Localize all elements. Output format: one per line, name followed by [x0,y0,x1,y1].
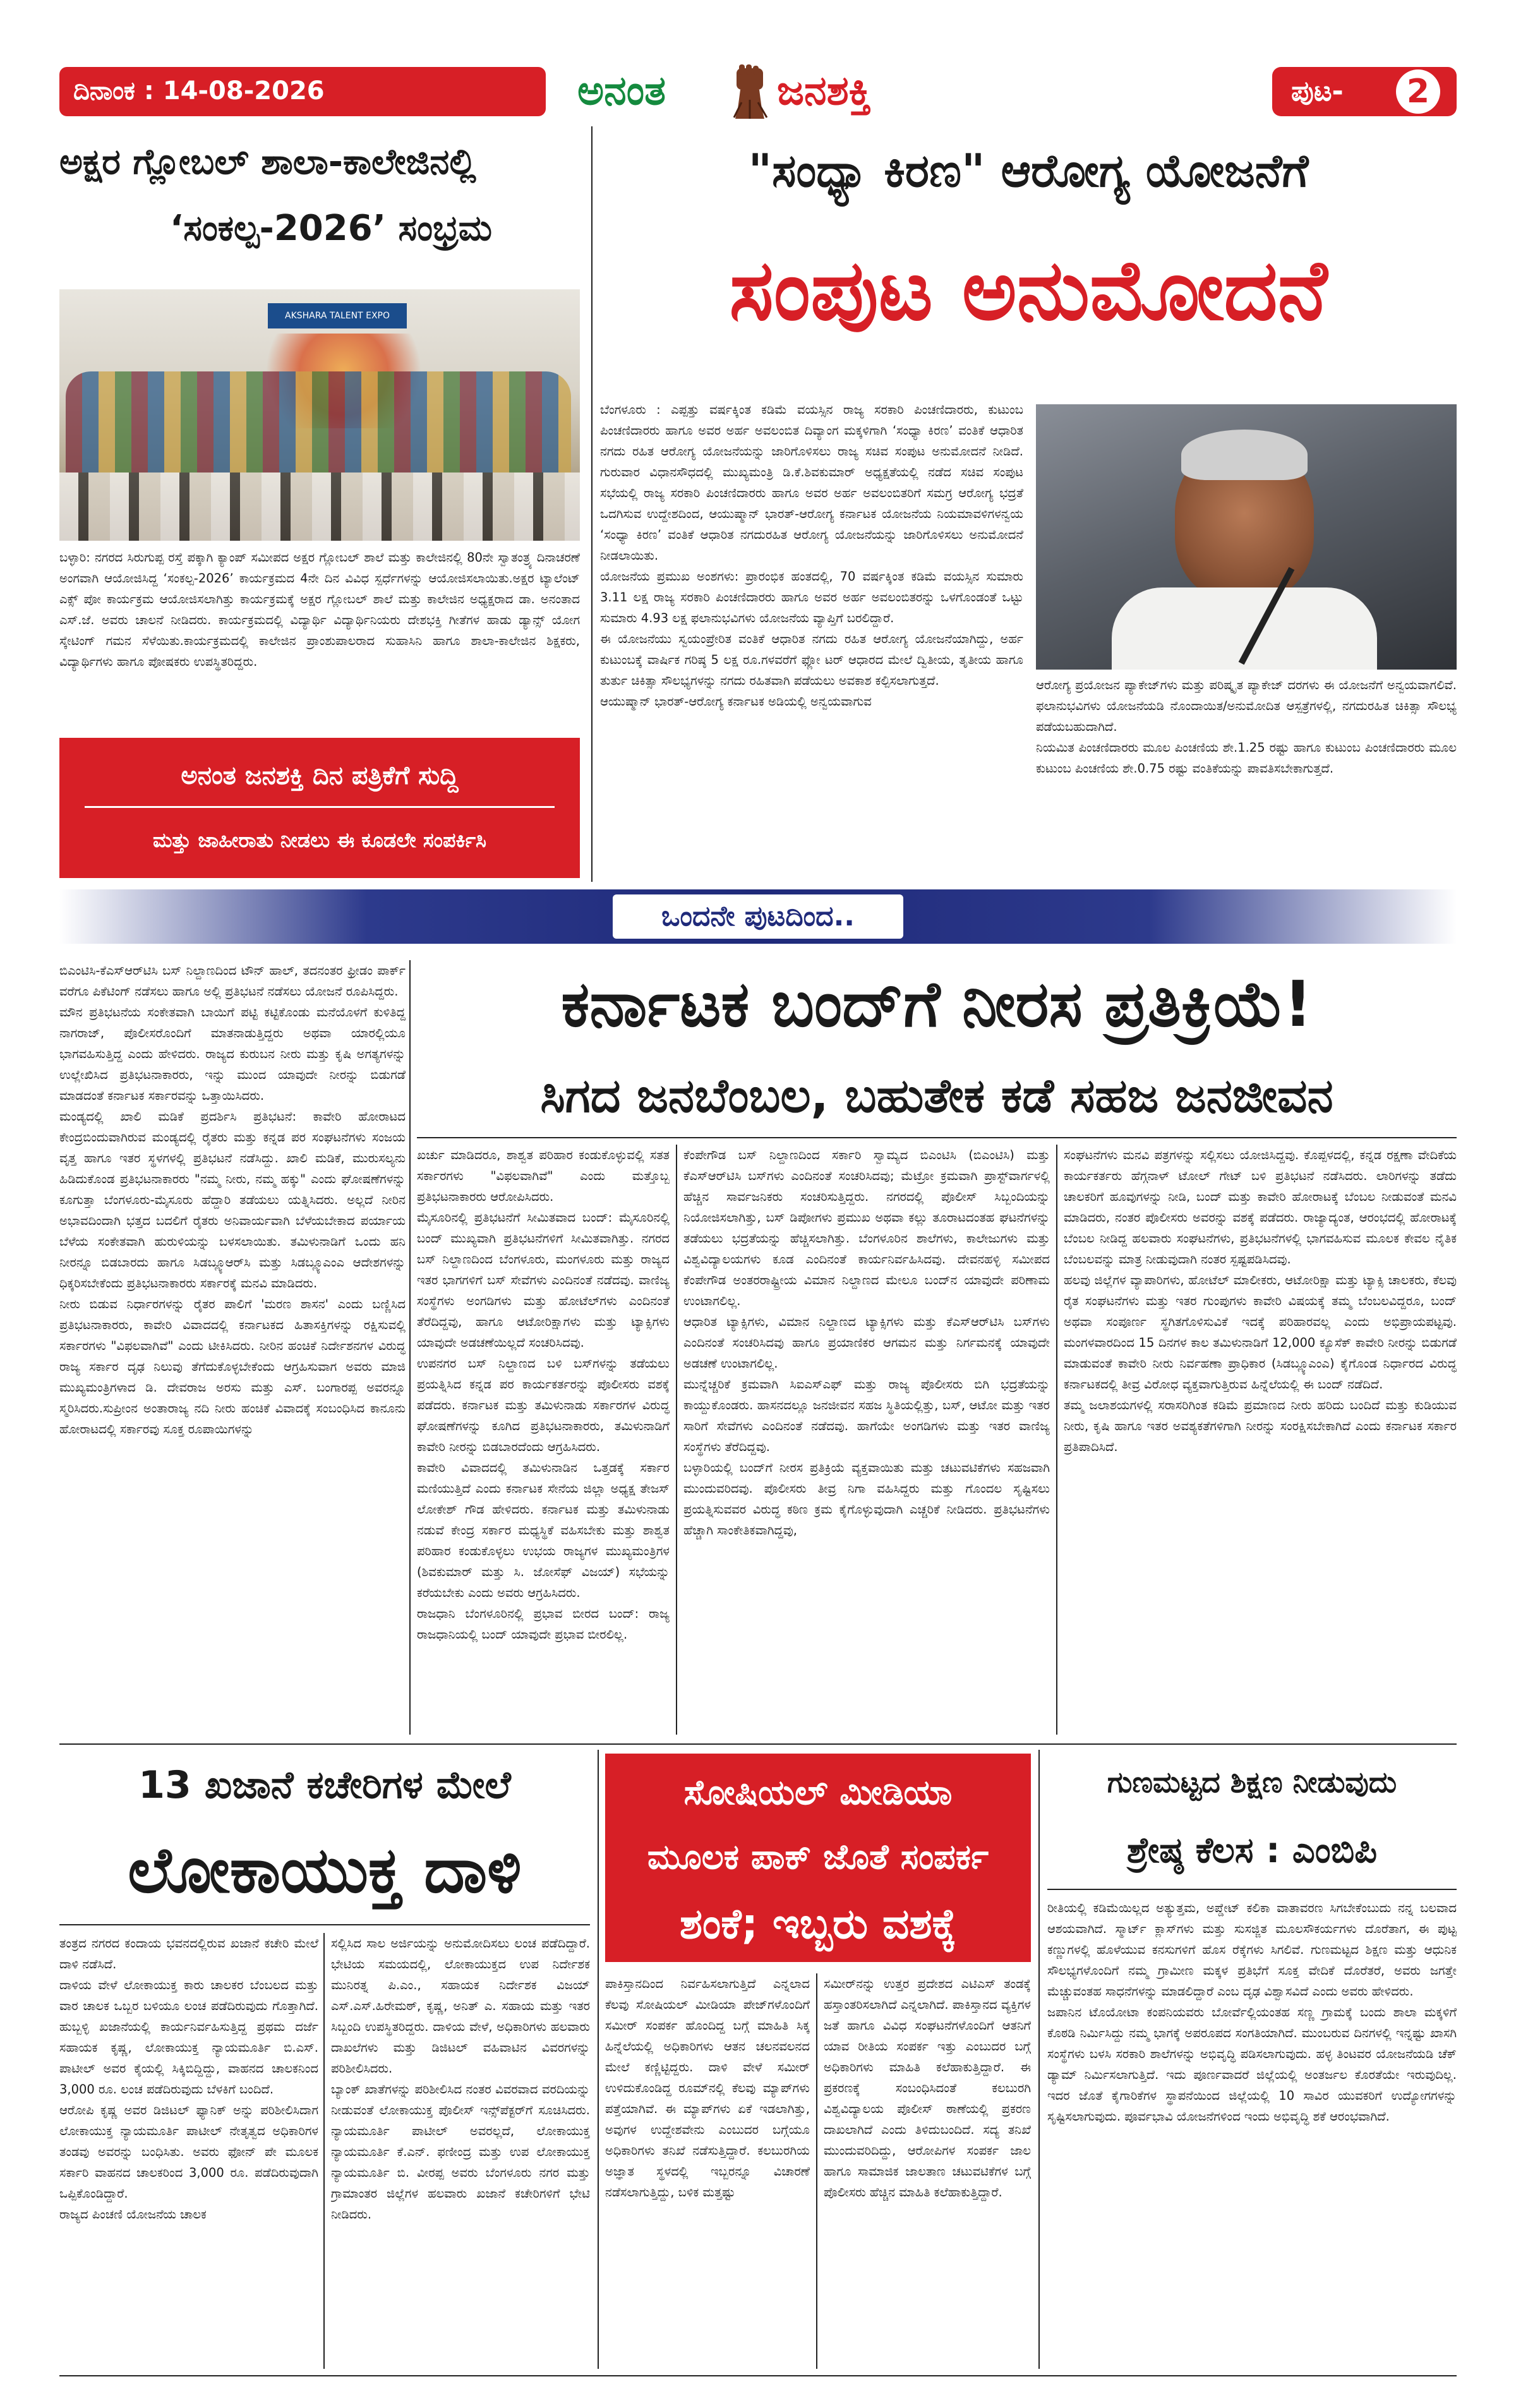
masthead-logo [577,63,982,120]
sandhya-col-1: ಬೆಂಗಳೂರು : ಎಪ್ಪತ್ತು ವರ್ಷಕ್ಕಿಂತ ಕಡಿಮೆ ವಯಸ್ಸಿನ ರಾಜ್ಯ ಸರಕಾರಿ ಪಿಂಚಣಿದಾರರು, ಕುಟುಂಬ ಪಿಂಚಣಿದಾರರು ಹಾಗೂ ಅವರ ಅರ್ಹ ಅವಲಂಬಿತ ದಿವ್ಯಾಂಗ ಮಕ್ಕಳಿಗಾಗಿ ‘ಸಂಧ್ಯಾ ಕಿರಣ’ ವಂತಿಕೆ ಆಧಾರಿತ ನಗದು ರಹಿತ ಆರೋಗ್ಯ ಯೋಜನೆಯನ್ನು ಜಾರಿಗೊಳಿಸಲು ರಾಜ್ಯ ಸಚಿವ ಸಂಪುಟ ಅನುಮೋದನೆ ನೀಡಿದೆ. ಗುರುವಾರ ವಿಧಾನಸೌಧದಲ್ಲಿ ಮುಖ್ಯಮಂತ್ರಿ ಡಿ.ಕೆ.ಶಿವಕುಮಾರ್ ಅಧ್ಯಕ್ಷತೆಯಲ್ಲಿ ನಡೆದ ಸಚಿವ ಸಂಪುಟ ಸಭೆಯಲ್ಲಿ ರಾಜ್ಯ ಸರಕಾರಿ ಪಿಂಚಣಿದಾರರು ಹಾಗೂ ಅವರ ಅರ್ಹ ಅವಲಂಬಿತರಿಗೆ ಸಮಗ್ರ ಆರೋಗ್ಯ ಭದ್ರತೆ ಒದಗಿಸುವ ಉದ್ದೇಶದಿಂದ, ಆಯುಷ್ಮಾನ್ ಭಾರತ್-ಆರೋಗ್ಯ ಕರ್ನಾಟಕ ಯೋಜನೆಯ ನಿಯಮಾವಳಿಗಳನ್ವಯ ‘ಸಂಧ್ಯಾ ಕಿರಣ’ ವಂತಿಕೆ ಆಧಾರಿತ ನಗದುರಹಿತ ಆರೋಗ್ಯ ಯೋಜನೆಯನ್ನು ಜಾರಿಗೊಳಿಸಲು ಅನುಮೋದನೆ ನೀಡಲಾಯಿತು. ಯೋಜನೆಯ ಪ್ರಮುಖ ಅಂಶಗಳು: ಪ್ರಾರಂಭಿಕ ಹಂತದಲ್ಲಿ, 70 ವರ್ಷಕ್ಕಿಂತ ಕಡಿಮೆ ವಯಸ್ಸಿನ ಸುಮಾರು 3.11 ಲಕ್ಷ ರಾಜ್ಯ ಸರಕಾರಿ ಪಿಂಚಣಿದಾರರು ಹಾಗೂ ಅವರ ಅರ್ಹ ಅವಲಂಬಿತರನ್ನು ಒಳಗೊಂಡಂತೆ ಒಟ್ಟು ಸುಮಾರು 4.93 ಲಕ್ಷ ಫಲಾನುಭವಿಗಳು ಯೋಜನೆಯ ವ್ಯಾಪ್ತಿಗೆ ಬರಲಿದ್ದಾರೆ. ಈ ಯೋಜನೆಯು ಸ್ವಯಂಪ್ರೇರಿತ ವಂತಿಕೆ ಆಧಾರಿತ ನಗದು ರಹಿತ ಆರೋಗ್ಯ ಯೋಜನೆಯಾಗಿದ್ದು, ಅರ್ಹ ಕುಟುಂಬಕ್ಕೆ ವಾರ್ಷಿಕ ಗರಿಷ್ಠ 5 ಲಕ್ಷ ರೂ.ಗಳವರೆಗೆ ಫ್ಲೋ ಟರ್ ಆಧಾರದ ಮೇಲೆ ದ್ವಿತೀಯ, ತೃತೀಯ ಹಾಗೂ ತುರ್ತು ಚಿಕಿತ್ಸಾ ಸೌಲಭ್ಯಗಳನ್ನು ನಗದು ರಹಿತವಾಗಿ ಪಡೆಯಲು ಅವಕಾಶ ಕಲ್ಪಿಸಲಾಗುತ್ತದೆ. ಆಯುಷ್ಮಾನ್ ಭಾರತ್-ಆರೋಗ್ಯ ಕರ್ನಾಟಕ ಅಡಿಯಲ್ಲಿ ಅನ್ವಯವಾಗುವ [600,402,1023,709]
mbp-headline-2: ಶ್ರೇಷ್ಠ ಕೆಲಸ : ಎಂಬಿಪಿ [1126,1830,1378,1871]
bandh-headline-rule [417,1137,1457,1138]
lokayukta-divider [323,1933,325,2369]
page-number-circle [1396,69,1440,114]
social-headline-box [605,1754,1031,1962]
bandh-divider-3 [1056,1145,1057,1735]
photo-people-row [66,371,571,473]
lokayukta-headline-rule [59,1924,590,1925]
top-column-divider [591,126,593,882]
banner-label-box [613,894,903,939]
bandh-subhead: ಸಿಗದ ಜನಬೆಂಬಲ, ಬಹುತೇಕ ಕಡೆ ಸಹಜ ಜನಜೀವನ [540,1069,1333,1123]
sandhya-headline-2: ಸಂಪುಟ ಅನುಮೋದನೆ [729,242,1328,339]
photo-banner: AKSHARA TALENT EXPO [268,303,407,328]
page-bottom-rule [59,2375,1457,2376]
lokayukta-col-1: ತಂತ್ರದ ನಗರದ ಕಂದಾಯ ಭವನದಲ್ಲಿರುವ ಖಜಾನೆ ಕಚೇರಿ ಮೇಲೆ ದಾಳಿ ನಡೆಸಿದೆ. ದಾಳಿಯ ವೇಳೆ ಲೋಕಾಯುಕ್ತ ಕಾರು ಚಾಲಕರ ಬೆಂಬಲದ ಮತ್ತು ವಾರ ಚಾಲಕ ಒಬ್ಬರ ಬಳಿಯೂ ಲಂಚ ಪಡೆದಿರುವುದು ಗೊತ್ತಾಗಿದೆ. ಹುಬ್ಬಳ್ಳಿ ಖಜಾನೆಯಲ್ಲಿ ಕಾರ್ಯನಿರ್ವಹಿಸುತ್ತಿದ್ದ ಪ್ರಥಮ ದರ್ಜೆ ಸಹಾಯಕ ಕೃಷ್ಣ, ಲೋಕಾಯುಕ್ತ ನ್ಯಾಯಮೂರ್ತಿ ಬಿ.ಎಸ್. ಪಾಟೀಲ್ ಅವರ ಕೈಯಲ್ಲಿ ಸಿಕ್ಕಿಬಿದ್ದಿದ್ದು, ವಾಹನದ ಚಾಲಕನಿಂದ 3,000 ರೂ. ಲಂಚ ಪಡೆದಿರುವುದು ಬೆಳಕಿಗೆ ಬಂದಿದೆ. ಆರೋಪಿ ಕೃಷ್ಣ ಅವರ ಡಿಜಿಟಲ್ ಫ್ಯಾನಿಕ್ ಅನ್ನು ಪರಿಶೀಲಿಸಿದಾಗ ಲೋಕಾಯುಕ್ತ ನ್ಯಾಯಮೂರ್ತಿ ಪಾಟೀಲ್ ನೇತೃತ್ವದ ಅಧಿಕಾರಿಗಳ ತಂಡವು ಅವರನ್ನು ಬಂಧಿಸಿತು. ಅವರು ಫೋನ್ ಪೇ ಮೂಲಕ ಸರ್ಕಾರಿ ವಾಹನದ ಚಾಲಕರಿಂದ 3,000 ರೂ. ಪಡೆದಿರುವುದಾಗಿ ಒಪ್ಪಿಕೊಂಡಿದ್ದಾರೆ. ರಾಜ್ಯದ ಪಿಂಚಣಿ ಯೋಜನೆಯ ಚಾಲಕ [59,1936,318,2222]
sandhya-headline-1: "ಸಂಧ್ಯಾ ಕಿರಣ" ಆರೋಗ್ಯ ಯೋಜನೆಗೆ [748,144,1309,197]
mbp-headline-rule [1047,1889,1457,1890]
social-headline-3: ಶಂಕೆ; ಇಬ್ಬರು ವಶಕ್ಕೆ [679,1899,957,1948]
akshara-headline-2: ‘ಸಂಕಲ್ಪ-2026’ ಸಂಭ್ರಮ [169,208,492,249]
akshara-body: ಬಳ್ಳಾರಿ: ನಗರದ ಸಿರುಗುಪ್ಪ ರಸ್ತೆ ಪಕ್ಕಾಗಿ ಕ್ಯಾಂಪ್ ಸಮೀಪದ ಅಕ್ಷರ ಗ್ಲೋಬಲ್ ಶಾಲೆ ಮತ್ತು ಕಾಲೇಜಿನಲ್ಲಿ 80ನೇ ಸ್ವಾತಂತ್ರ್ಯ ದಿನಾಚರಣೆ ಅಂಗವಾಗಿ ಆಯೋಜಿಸಿದ್ದ ‘ಸಂಕಲ್ಪ-2026’ ಕಾರ್ಯಕ್ರಮದ 4ನೇ ದಿನ ವಿವಿಧ ಸ್ಪರ್ಧೆಗಳನ್ನು ಆಯೋಜಿಸಲಾಯಿತು.ಅಕ್ಷರ ಟ್ಯಾಲೆಂಟ್ ಎಕ್ಸ್ ಪೋ ಕಾರ್ಯಕ್ರಮ ಆಯೋಜಿಸಲಾಗಿತ್ತು ಕಾರ್ಯಕ್ರಮಕ್ಕೆ ಅಕ್ಷರ ಗ್ಲೋಬಲ್ ಶಾಲೆ ಮತ್ತು ಕಾಲೇಜಿನ ಅಧ್ಯಕ್ಷರಾದ ಡಾ. ಅನಂತಾದ ಎಸ್.ಜೆ. ಅವರು ಚಾಲನೆ ನೀಡಿದರು. ಕಾರ್ಯಕ್ರಮದಲ್ಲಿ ವಿದ್ಯಾರ್ಥಿ ವಿದ್ಯಾರ್ಥಿನಿಯರು ದೇಶಭಕ್ತಿ ಗೀತೆಗಳ ಹಾಡು ಡ್ಯಾನ್ಸ್ ಯೋಗ ಸ್ಕೇಟಿಂಗ್ ಗಮನ ಸೆಳೆಯಿತು.ಕಾರ್ಯಕ್ರಮದಲ್ಲಿ ಕಾಲೇಜಿನ ಪ್ರಾಂಶುಪಾಲರಾದ ಸುಹಾಸಿನಿ ಹಾಗೂ ಶಾಲಾ-ಕಾಲೇಜಿನ ಶಿಕ್ಷಕರು, ವಿದ್ಯಾರ್ಥಿಗಳು ಹಾಗೂ ಪೋಷಕರು ಉಪಸ್ಥಿತರಿದ್ದರು. [59,550,580,669]
ad-line-2: ಮತ್ತು ಜಾಹೀರಾತು ನೀಡಲು ಈ ಕೂಡಲೇ ಸಂಪರ್ಕಿಸಿ [152,828,487,852]
bandh-col-4: ಸಂಘಟನೆಗಳು ಮನವಿ ಪತ್ರಗಳನ್ನು ಸಲ್ಲಿಸಲು ಯೋಜಿಸಿದ್ದವು. ಕೊಪ್ಪಳದಲ್ಲಿ, ಕನ್ನಡ ರಕ್ಷಣಾ ವೇದಿಕೆಯ ಕಾರ್ಯಕರ್ತರು ಹೆಗ್ಗನಾಳ್ ಟೋಲ್ ಗೇಟ್ ಬಳಿ ಪ್ರತಿಭಟನೆ ನಡೆಸಿದರು. ಲಾರಿಗಳನ್ನು ತಡೆದು ಚಾಲಕರಿಗೆ ಹೂವುಗಳನ್ನು ನೀಡಿ, ಬಂದ್ ಮತ್ತು ಕಾವೇರಿ ಹೋರಾಟಕ್ಕೆ ಬೆಂಬಲ ನೀಡುವಂತೆ ಮನವಿ ಮಾಡಿದರು, ನಂತರ ಪೊಲೀಸರು ಅವರನ್ನು ವಶಕ್ಕೆ ಪಡೆದರು. ರಾಜ್ಯಾದ್ಯಂತ, ಆರಂಭದಲ್ಲಿ ಹೋರಾಟಕ್ಕೆ ಬೆಂಬಲ ನೀಡಿದ್ದ ಹಲವಾರು ಸಂಘಟನೆಗಳು, ಪ್ರತಿಭಟನೆಗಳಲ್ಲಿ ಭಾಗವಹಿಸುವ ಮೂಲಕ ಕೇವಲ ನೈತಿಕ ಬೆಂಬಲವನ್ನು ಮಾತ್ರ ನೀಡುವುದಾಗಿ ನಂತರ ಸ್ಪಷ್ಟಪಡಿಸಿದವು. ಹಲವು ಜಿಲ್ಲೆಗಳ ವ್ಯಾಪಾರಿಗಳು, ಹೋಟೆಲ್ ಮಾಲೀಕರು, ಆಟೋರಿಕ್ಷಾ ಮತ್ತು ಟ್ಯಾಕ್ಸಿ ಚಾಲಕರು, ಕೆಲವು ರೈತ ಸಂಘಟನೆಗಳು ಮತ್ತು ಇತರ ಗುಂಪುಗಳು ಕಾವೇರಿ ವಿಷಯಕ್ಕೆ ತಮ್ಮ ಬೆಂಬಲವಿದ್ದರೂ, ಬಂದ್ ಅಥವಾ ಸಂಪೂರ್ಣ ಸ್ಥಗಿತಗೊಳಿಸುವಿಕೆ ಇದಕ್ಕೆ ಪರಿಹಾರವಲ್ಲ ಎಂದು ಅಭಿಪ್ರಾಯಪಟ್ಟವು. ಮಂಗಳವಾರದಿಂದ 15 ದಿನಗಳ ಕಾಲ ತಮಿಳುನಾಡಿಗೆ 12,000 ಕ್ಯೂಸೆಕ್ ಕಾವೇರಿ ನೀರನ್ನು ಬಿಡುಗಡೆ ಮಾಡುವಂತೆ ಕಾವೇರಿ ನೀರು ನಿರ್ವಹಣಾ ಪ್ರಾಧಿಕಾರ (ಸಿಡಬ್ಲ್ಯೂಎಂಎ) ಕೈಗೊಂಡ ನಿರ್ಧಾರದ ವಿರುದ್ಧ ಕರ್ನಾಟಕದಲ್ಲಿ ತೀವ್ರ ವಿರೋಧ ವ್ಯಕ್ತವಾಗುತ್ತಿರುವ ಹಿನ್ನೆಲೆಯಲ್ಲಿ ಈ ಬಂದ್ ನಡೆದಿದೆ. ತಮ್ಮ ಜಲಾಶಯಗಳಲ್ಲಿ ಸರಾಸರಿಗಿಂತ ಕಡಿಮೆ ಪ್ರಮಾಣದ ನೀರು ಹರಿದು ಬಂದಿದೆ ಮತ್ತು ಕುಡಿಯುವ ನೀರು, ಕೃಷಿ ಹಾಗೂ ಇತರ ಅವಶ್ಯಕತೆಗಳಿಗಾಗಿ ನೀರನ್ನು ಸಂರಕ್ಷಿಸಬೇಕಾಗಿದೆ ಎಂದು ಕರ್ನಾಟಕ ಸರ್ಕಾರ ಪ್ರತಿಪಾದಿಸಿದೆ. [1064,1148,1457,1454]
lokayukta-headline-2: ಲೋಕಾಯುಕ್ತ ದಾಳಿ [128,1833,522,1907]
social-headline-1: ಸೋಷಿಯಲ್ ಮೀಡಿಯಾ [683,1773,953,1812]
photo-hair [1181,430,1308,480]
social-headline-2: ಮೂಲಕ ಪಾಕ್ ಜೊತೆ ಸಂಪರ್ಕ [647,1837,989,1877]
contact-ad-box [59,738,580,878]
photo-students-foreground [59,473,580,541]
bandh-divider-2 [676,1145,677,1735]
bandh-col-1: ಬಿಎಂಟಿಸಿ-ಕೆಎಸ್ಆರ್‌ಟಿಸಿ ಬಸ್ ನಿಲ್ದಾಣದಿಂದ ಟೌನ್ ಹಾಲ್, ತದನಂತರ ಫ್ರೀಡಂ ಪಾರ್ಕ್ ವರೆಗೂ ಪಿಕೆಟಿಂಗ್ ನಡೆಸಲು ಹಾಗೂ ಅಲ್ಲಿ ಪ್ರತಿಭಟನೆ ನಡೆಸಲು ಯೋಜನೆ ರೂಪಿಸಿದ್ದರು. ಮೌನ ಪ್ರತಿಭಟನೆಯ ಸಂಕೇತವಾಗಿ ಬಾಯಿಗೆ ಪಟ್ಟಿ ಕಟ್ಟಿಕೊಂಡು ಮನೆಯೊಳಗೆ ಕುಳಿತಿದ್ದ ನಾಗರಾಜ್, ಪೊಲೀಸರೊಂದಿಗೆ ಮಾತನಾಡುತ್ತಿದ್ದರು ಅಥವಾ ಯಾರಲ್ಲಿಯೂ ಭಾಗವಹಿಸುತ್ತಿದ್ದ ಎಂದು ಹೇಳಿದರು. ರಾಜ್ಯದ ಕುರುಬನ ನೀರು ಮತ್ತು ಕೃಷಿ ಅಗತ್ಯಗಳನ್ನು ಉಲ್ಲೇಖಿಸಿದ ಪ್ರತಿಭಟನಾಕಾರರು, ಇನ್ನು ಮುಂದ ಯಾವುದೇ ನೀರನ್ನು ಬಿಡುಗಡೆ ಮಾಡದಂತೆ ಕರ್ನಾಟಕ ಸರ್ಕಾರವನ್ನು ಒತ್ತಾಯಿಸಿದರು. ಮಂಡ್ಯದಲ್ಲಿ ಖಾಲಿ ಮಡಿಕೆ ಪ್ರದರ್ಶಿಸಿ ಪ್ರತಿಭಟನೆ: ಕಾವೇರಿ ಹೋರಾಟದ ಕೇಂದ್ರಬಿಂದುವಾಗಿರುವ ಮಂಡ್ಯದಲ್ಲಿ ರೈತರು ಮತ್ತು ಕನ್ನಡ ಪರ ಸಂಘಟನೆಗಳು ಸಂಜಯ ವೃತ್ತ ಹಾಗೂ ಇತರ ಸ್ಥಳಗಳಲ್ಲಿ ಪ್ರತಿಭಟನೆ ನಡೆಸಿದ್ದು. ಖಾಲಿ ಮಡಿಕೆ, ಮುರುಸಲ್ಯನು ಹಿಡಿದುಕೊಂಡ ಪ್ರತಿಭಟನಾಕಾರರು "ನಮ್ಮ ನೀರು, ನಮ್ಮ ಹಕ್ಕು" ಎಂದು ಘೋಷಣೆಗಳನ್ನು ಕೂಗುತ್ತಾ ಬೆಂಗಳೂರು-ಮೈಸೂರು ಹೆದ್ದಾರಿ ತಡೆಯಲು ಯತ್ನಿಸಿದರು. ಅಲ್ಲದೆ ನೀರಿನ ಅಭಾವದಿಂದಾಗಿ ಭತ್ತದ ಬದಲಿಗೆ ರೈತರು ಅನಿವಾರ್ಯವಾಗಿ ಬೆಳೆಯಬೇಕಾದ ಪರ್ಯಾಯ ಬೆಳೆಯ ಸಂಕೇತವಾಗಿ ಹುರುಳಿಯನ್ನು ಬಳಸಲಾಯಿತು. ತಮಿಳುನಾಡಿಗೆ ಒಂದು ಹನಿ ನೀರನ್ನೂ ಬಿಡಬಾರದು ಹಾಗೂ ಸಿಡಬ್ಲ್ಯೂಆರ್‌ಸಿ ಮತ್ತು ಸಿಡಬ್ಲ್ಯೂಎಂಎ ಆದೇಶಗಳನ್ನು ಧಿಕ್ಕರಿಸಬೇಕೆಂದು ಪ್ರತಿಭಟನಾಕಾರರು ಸರ್ಕಾರಕ್ಕೆ ಮನವಿ ಮಾಡಿದರು. ನೀರು ಬಿಡುವ ನಿರ್ಧಾರಗಳನ್ನು ರೈತರ ಪಾಲಿಗೆ 'ಮರಣ ಶಾಸನ' ಎಂದು ಬಣ್ಣಿಸಿದ ಪ್ರತಿಭಟನಾಕಾರರು, ಕಾವೇರಿ ವಿವಾದದಲ್ಲಿ ಕರ್ನಾಟಕದ ಹಿತಾಸಕ್ತಿಗಳನ್ನು ರಕ್ಷಿಸುವಲ್ಲಿ ಸರ್ಕಾರಗಳು "ವಿಫಲವಾಗಿವೆ" ಎಂದು ಟೀಕಿಸಿದರು. ನೀರಿನ ಹಂಚಿಕೆ ನಿರ್ದೇಶನಗಳ ವಿರುದ್ಧ ರಾಜ್ಯ ಸರ್ಕಾರ ದೃಢ ನಿಲುವು ತೆಗೆದುಕೊಳ್ಳಬೇಕೆಂದು ಆಗ್ರಹಿಸುವಾಗ ಅವರು ಮಾಜಿ ಮುಖ್ಯಮಂತ್ರಿಗಳಾದ ಡಿ. ದೇವರಾಜ ಅರಸು ಮತ್ತು ಎಸ್. ಬಂಗಾರಪ್ಪ ಅವರನ್ನೂ ಸ್ಮರಿಸಿದರು.ಸುಪ್ರೀಂನ ಅಂತಾರಾಜ್ಯ ನದಿ ನೀರು ಹಂಚಿಕೆ ವಿವಾದಕ್ಕೆ ಸಂಬಂಧಿಸಿದ ಕಾನೂನು ಹೋರಾಟದಲ್ಲಿ ಸರ್ಕಾರವು ಸೂಕ್ತ ರೂಪಾಯಿಗಳನ್ನು [59,963,406,1436]
logo-text-anantha: ಅನಂತ [577,68,666,114]
lokayukta-col-2: ಸಲ್ಲಿಸಿದ ಸಾಲ ಅರ್ಜಿಯನ್ನು ಅನುಮೋದಿಸಲು ಲಂಚ ಪಡೆದಿದ್ದಾರೆ. ಭೇಟಿಯ ಸಮಯದಲ್ಲಿ, ಲೋಕಾಯುಕ್ತದ ಉಪ ನಿರ್ದೇಶಕ ಮುನಿರತ್ನ ಪಿ.ಎಂ., ಸಹಾಯಕ ನಿರ್ದೇಶಕ ವಿಜಯ್ ಎಸ್.ಎಸ್.ಹಿರೇಮಠ್, ಕೃಷ್ಣ, ಅನಿತ್ ಎ. ಸಹಾಯ ಮತ್ತು ಇತರ ಸಿಬ್ಬಂದಿ ಉಪಸ್ಥಿತರಿದ್ದರು. ದಾಳಿಯ ವೇಳೆ, ಅಧಿಕಾರಿಗಳು ಹಲವಾರು ದಾಖಲೆಗಳು ಮತ್ತು ಡಿಜಿಟಲ್ ವಹಿವಾಟಿನ ವಿವರಗಳನ್ನು ಪರಿಶೀಲಿಸಿದರು. ಬ್ಯಾಂಕ್ ಖಾತೆಗಳನ್ನು ಪರಿಶೀಲಿಸಿದ ನಂತರ ವಿವರವಾದ ವರದಿಯನ್ನು ನೀಡುವಂತೆ ಲೋಕಾಯುಕ್ತ ಪೊಲೀಸ್ ಇನ್ಸ್‌ಪೆಕ್ಟರ್‌ಗೆ ಸೂಚಿಸಿದರು. ನ್ಯಾಯಮೂರ್ತಿ ಪಾಟೀಲ್ ಅವರಲ್ಲದೆ, ಲೋಕಾಯುಕ್ತ ನ್ಯಾಯಮೂರ್ತಿ ಕೆ.ಎನ್. ಫಣೀಂದ್ರ ಮತ್ತು ಉಪ ಲೋಕಾಯುಕ್ತ ನ್ಯಾಯಮೂರ್ತಿ ಬಿ. ವೀರಪ್ಪ ಅವರು ಬೆಂಗಳೂರು ನಗರ ಮತ್ತು ಗ್ರಾಮಾಂತರ ಜಿಲ್ಲೆಗಳ ಹಲವಾರು ಖಜಾನೆ ಕಚೇರಿಗಳಿಗೆ ಭೇಟಿ ನೀಡಿದರು. [331,1936,590,2222]
akshara-event-photo [59,289,580,541]
page-label: ಪುಟ- [1291,75,1344,107]
bandh-divider-1 [409,960,411,1735]
lower-section-rule [59,1743,1457,1745]
bandh-col-3: ಕೆಂಪೇಗೌಡ ಬಸ್ ನಿಲ್ದಾಣದಿಂದ ಸರ್ಕಾರಿ ಸ್ವಾಮ್ಯದ ಬಿಎಂಟಿಸಿ (ಬಿಎಂಟಿಸಿ) ಮತ್ತು ಕೆಎಸ್‌ಆರ್‌ಟಿಸಿ ಬಸ್‌ಗಳು ಎಂದಿನಂತೆ ಸಂಚರಿಸಿದವು; ಮೆಟ್ರೋ ಕ್ರಮವಾಗಿ ಪ್ರಾಸ್ಟ್‌ವಾರ್ಗಳಲ್ಲಿ ಹೆಚ್ಚಿನ ಸಾರ್ವಜನಿಕರು ಸಂಚರಿಸುತ್ತಿದ್ದರು. ನಗರದಲ್ಲಿ ಪೊಲೀಸ್ ಸಿಬ್ಬಂದಿಯನ್ನು ನಿಯೋಜಿಸಲಾಗಿತ್ತು, ಬಸ್ ಡಿಪೋಗಳು ಪ್ರಮುಖ ಅಥವಾ ಕಲ್ಲು ತೂರಾಟದಂತಹ ಘಟನೆಗಳನ್ನು ತಡೆಯಲು ಭದ್ರತೆಯನ್ನು ಹೆಚ್ಚಿಸಲಾಗಿತ್ತು. ಬೆಂಗಳೂರಿನ ಶಾಲೆಗಳು, ಕಾಲೇಜುಗಳು ಮತ್ತು ವಿಶ್ವವಿದ್ಯಾಲಯಗಳು ಕೂಡ ಎಂದಿನಂತೆ ಕಾರ್ಯನಿರ್ವಹಿಸಿದವು. ದೇವನಹಳ್ಳಿ ಸಮೀಪದ ಕೆಂಪೇಗೌಡ ಅಂತರರಾಷ್ಟ್ರೀಯ ವಿಮಾನ ನಿಲ್ದಾಣದ ಮೇಲೂ ಬಂದ್‌ನ ಯಾವುದೇ ಪರಿಣಾಮ ಉಂಟಾಗಲಿಲ್ಲ. ಆಧಾರಿತ ಟ್ಯಾಕ್ಸಿಗಳು, ವಿಮಾನ ನಿಲ್ದಾಣದ ಟ್ಯಾಕ್ಸಿಗಳು ಮತ್ತು ಕೆಎಸ್‌ಆರ್‌ಟಿಸಿ ಬಸ್‌ಗಳು ಎಂದಿನಂತೆ ಸಂಚರಿಸಿದವು ಹಾಗೂ ಪ್ರಯಾಣಿಕರ ಆಗಮನ ಮತ್ತು ನಿರ್ಗಮನಕ್ಕೆ ಯಾವುದೇ ಅಡಚಣೆ ಉಂಟಾಗಲಿಲ್ಲ. ಮುನ್ನೆಚ್ಚರಿಕೆ ಕ್ರಮವಾಗಿ ಸಿಐಎಸ್‌ಎಫ್ ಮತ್ತು ರಾಜ್ಯ ಪೊಲೀಸರು ಬಿಗಿ ಭದ್ರತೆಯನ್ನು ಕಾಯ್ದುಕೊಂಡರು. ಹಾಸನದಲ್ಲೂ ಜನಜೀವನ ಸಹಜ ಸ್ಥಿತಿಯಲ್ಲಿತ್ತು, ಬಸ್, ಆಟೋ ಮತ್ತು ಇತರ ಸಾರಿಗೆ ಸೇವೆಗಳು ಎಂದಿನಂತೆ ನಡೆದವು. ಹಾಗೆಯೇ ಅಂಗಡಿಗಳು ಮತ್ತು ಇತರ ವಾಣಿಜ್ಯ ಸಂಸ್ಥೆಗಳು ತೆರೆದಿದ್ದವು. ಬಳ್ಳಾರಿಯಲ್ಲಿ ಬಂದ್‌ಗೆ ನೀರಸ ಪ್ರತಿಕ್ರಿಯೆ ವ್ಯಕ್ತವಾಯಿತು ಮತ್ತು ಚಟುವಟಿಕೆಗಳು ಸಹಜವಾಗಿ ಮುಂದುವರಿದವು. ಪೊಲೀಸರು ತೀವ್ರ ನಿಗಾ ವಹಿಸಿದ್ದರು ಮತ್ತು ಗೊಂದಲ ಸೃಷ್ಟಿಸಲು ಪ್ರಯತ್ನಿಸುವವರ ವಿರುದ್ಧ ಕಠಿಣ ಕ್ರಮ ಕೈಗೊಳ್ಳುವುದಾಗಿ ಎಚ್ಚರಿಕೆ ನೀಡಿದರು. ಪ್ರತಿಭಟನೆಗಳು ಹೆಚ್ಚಾಗಿ ಸಾಂಕೇತಿಕವಾಗಿದ್ದವು, [683,1148,1050,1538]
banner-label: ಒಂದನೇ ಪುಟದಿಂದ.. [661,900,855,932]
mbp-headline-1: ಗುಣಮಟ್ಟದ ಶಿಕ್ಷಣ ನೀಡುವುದು [1107,1765,1397,1799]
page-number-badge [1272,67,1457,116]
ad-divider [85,806,555,808]
bandh-col-2: ಖರ್ಚು ಮಾಡಿದರೂ, ಶಾಶ್ವತ ಪರಿಹಾರ ಕಂಡುಕೊಳ್ಳುವಲ್ಲಿ ಸತತ ಸರ್ಕಾರಗಳು "ವಿಫಲವಾಗಿವೆ" ಎಂದು ಮತ್ತೊಬ್ಬ ಪ್ರತಿಭಟನಾಕಾರರು ಆರೋಪಿಸಿದರು. ಮೈಸೂರಿನಲ್ಲಿ ಪ್ರತಿಭಟನೆಗೆ ಸೀಮಿತವಾದ ಬಂದ್: ಮೈಸೂರಿನಲ್ಲಿ ಬಂದ್ ಮುಖ್ಯವಾಗಿ ಪ್ರತಿಭಟನೆಗಳಿಗೆ ಸೀಮಿತವಾಗಿತ್ತು. ನಗರದ ಬಸ್ ನಿಲ್ದಾಣದಿಂದ ಬೆಂಗಳೂರು, ಮಂಗಳೂರು ಮತ್ತು ರಾಜ್ಯದ ಇತರ ಭಾಗಗಳಿಗೆ ಬಸ್ ಸೇವೆಗಳು ಎಂದಿನಂತೆ ನಡೆದವು. ವಾಣಿಜ್ಯ ಸಂಸ್ಥೆಗಳು ಅಂಗಡಿಗಳು ಮತ್ತು ಹೋಟೆಲ್‌ಗಳು ಎಂದಿನಂತೆ ತೆರೆದಿದ್ದವು, ಹಾಗೂ ಆಟೋರಿಕ್ಷಾಗಳು ಮತ್ತು ಟ್ಯಾಕ್ಸಿಗಳು ಯಾವುದೇ ಅಡಚಣೆಯಿಲ್ಲದೆ ಸಂಚರಿಸಿದವು. ಉಪನಗರ ಬಸ್ ನಿಲ್ದಾಣದ ಬಳಿ ಬಸ್‌ಗಳನ್ನು ತಡೆಯಲು ಪ್ರಯತ್ನಿಸಿದ ಕನ್ನಡ ಪರ ಕಾರ್ಯಕರ್ತರನ್ನು ಪೊಲೀಸರು ವಶಕ್ಕೆ ಪಡೆದರು. ಕರ್ನಾಟಕ ಮತ್ತು ತಮಿಳುನಾಡು ಸರ್ಕಾರಗಳ ವಿರುದ್ಧ ಘೋಷಣೆಗಳನ್ನು ಕೂಗಿದ ಪ್ರತಿಭಟನಾಕಾರರು, ತಮಿಳುನಾಡಿಗೆ ಕಾವೇರಿ ನೀರನ್ನು ಬಿಡಬಾರದೆಂದು ಆಗ್ರಹಿಸಿದರು. ಕಾವೇರಿ ವಿವಾದದಲ್ಲಿ ತಮಿಳುನಾಡಿನ ಒತ್ತಡಕ್ಕೆ ಸರ್ಕಾರ ಮಣಿಯುತ್ತಿದೆ ಎಂದು ಕರ್ನಾಟಕ ಸೇನೆಯ ಜಿಲ್ಲಾ ಅಧ್ಯಕ್ಷ ತೇಜಸ್ ಲೋಕೇಶ್ ಗೌಡ ಹೇಳಿದರು. ಕರ್ನಾಟಕ ಮತ್ತು ತಮಿಳುನಾಡು ನಡುವೆ ಕೇಂದ್ರ ಸರ್ಕಾರ ಮಧ್ಯಸ್ಥಿಕೆ ವಹಿಸಬೇಕು ಮತ್ತು ಶಾಶ್ವತ ಪರಿಹಾರ ಕಂಡುಕೊಳ್ಳಲು ಉಭಯ ರಾಜ್ಯಗಳ ಮುಖ್ಯಮಂತ್ರಿಗಳ (ಶಿವಕುಮಾರ್ ಮತ್ತು ಸಿ. ಜೋಸೆಫ್ ವಿಜಯ್) ಸಭೆಯನ್ನು ಕರೆಯಬೇಕು ಎಂದು ಅವರು ಆಗ್ರಹಿಸಿದರು. ರಾಜಧಾನಿ ಬೆಂಗಳೂರಿನಲ್ಲಿ ಪ್ರಭಾವ ಬೀರದ ಬಂದ್: ರಾಜ್ಯ ರಾಜಧಾನಿಯಲ್ಲಿ ಬಂದ್ ಯಾವುದೇ ಪ್ರಭಾವ ಬೀರಲಿಲ್ಲ. [417,1148,670,1642]
date-label: ದಿನಾಂಕ : 14-08-2026 [73,76,325,105]
social-divider [816,1973,817,2369]
mbp-body: ರೀತಿಯಲ್ಲಿ ಕಡಿಮೆಯಿಲ್ಲದ ಅತ್ಯುತ್ತಮ, ಅಪ್ಡೇಟ್ ಕಲಿಕಾ ವಾತಾವರಣ ಸಿಗಬೇಕೆಂಬುದು ನನ್ನ ಬಲವಾದ ಆಶಯವಾಗಿದೆ. ಸ್ಮಾರ್ಟ್ ಕ್ಲಾಸ್‌ಗಳು ಮತ್ತು ಸುಸಜ್ಜಿತ ಮೂಲಸೌಕರ್ಯಗಳು ದೊರೆತಾಗ, ಈ ಪುಟ್ಟ ಕಣ್ಣುಗಳಲ್ಲಿ ಹೊಳೆಯುವ ಕನಸುಗಳಿಗೆ ಹೊಸ ರೆಕ್ಕೆಗಳು ಸಿಗಲಿವೆ. ಗುಣಮಟ್ಟದ ಶಿಕ್ಷಣ ಮತ್ತು ಆಧುನಿಕ ಸೌಲಭ್ಯಗಳೊಂದಿಗೆ ನಮ್ಮ ಗ್ರಾಮೀಣ ಮಕ್ಕಳ ಪ್ರತಿಭೆಗೆ ಸೂಕ್ತ ವೇದಿಕೆ ದೊರೆತರೆ, ಅವರು ಜಗತ್ತೇ ಮೆಚ್ಚುವಂತಹ ಸಾಧನೆಗಳನ್ನು ಮಾಡಲಿದ್ದಾರೆ ಎಂಬ ದೃಢ ವಿಶ್ವಾಸವಿದೆ ಎಂದು ಅವರು ಹೇಳಿದರು. ಜಪಾನಿನ ಟೊಯೋಟಾ ಕಂಪನಿಯವರು ಬೋರ್ವೆಲ್ಲಿಯಂತಹ ಸಣ್ಣ ಗ್ರಾಮಕ್ಕೆ ಬಂದು ಶಾಲಾ ಮಕ್ಕಳಿಗೆ ಕೊಠಡಿ ನಿರ್ಮಿಸಿದ್ದು ನಮ್ಮ ಭಾಗಕ್ಕೆ ಅಪರೂಪದ ಸಂಗತಿಯಾಗಿದೆ. ಮುಂಬರುವ ದಿನಗಳಲ್ಲಿ ಇನ್ನಷ್ಟು ಖಾಸಗಿ ಸಂಸ್ಥೆಗಳು ಬಳಸಿ ಸರಕಾರಿ ಶಾಲೆಗಳನ್ನು ಅಭಿವೃದ್ಧಿ ಪಡಿಸಲಾಗುವುದು. ಹಳ್ಳ ತಿಂಟವರ ಯೋಜನೆಯಡಿ ಚೆಕ್ ಡ್ಯಾಮ್ ನಿರ್ಮಿಸಲಾಗುತ್ತಿದೆ. ಇದು ಪೂರ್ಣವಾದರೆ ಜಿಲ್ಲೆಯಲ್ಲಿ ಅಂತರ್ಜಲ ಕೊರತೆಯೇ ಇರುವುದಿಲ್ಲ. ಇದರ ಜೊತೆ ಕೈಗಾರಿಕೆಗಳ ಸ್ಥಾಪನೆಯಿಂದ ಜಿಲ್ಲೆಯಲ್ಲಿ 10 ಸಾವಿರ ಯುವಕರಿಗೆ ಉದ್ಯೋಗಗಳನ್ನು ಸೃಷ್ಟಿಸಲಾಗುವುದು. ಪೂರ್ವಭಾವಿ ಯೋಜನೆಗಳಿಂದ ಇಂದು ಅಭಿವೃದ್ಧಿ ಶಕೆ ಆರಂಭವಾಗಿದೆ. [1047,1901,1457,2124]
from-page-one-banner [59,889,1457,944]
sandhya-col-2: ಆರೋಗ್ಯ ಪ್ರಯೋಜನ ಪ್ಯಾಕೇಜ್‌ಗಳು ಮತ್ತು ಪರಿಷ್ಕೃತ ಪ್ಯಾಕೇಜ್ ದರಗಳು ಈ ಯೋಜನೆಗೆ ಅನ್ವಯವಾಗಲಿವೆ. ಫಲಾನುಭವಿಗಳು ಯೋಜನೆಯಡಿ ನೊಂದಾಯಿತ/ಅನುಮೋದಿತ ಆಸ್ಪತ್ರೆಗಳಲ್ಲಿ, ನಗದುರಹಿತ ಚಿಕಿತ್ಸಾ ಸೌಲಭ್ಯ ಪಡೆಯಬಹುದಾಗಿದೆ. ನಿಯಮಿತ ಪಿಂಚಣಿದಾರರು ಮೂಲ ಪಿಂಚಣಿಯ ಶೇ.1.25 ರಷ್ಟು ಹಾಗೂ ಕುಟುಂಬ ಪಿಂಚಣಿದಾರರು ಮೂಲ ಕುಟುಂಬ ಪಿಂಚಣಿಯ ಶೇ.0.75 ರಷ್ಟು ವಂತಿಕೆಯನ್ನು ಪಾವತಿಸಬೇಕಾಗುತ್ತದೆ. [1036,678,1457,776]
page-number: 2 [1406,73,1430,111]
lower-divider-2 [1038,1750,1040,2369]
bandh-headline: ಕರ್ನಾಟಕ ಬಂದ್‌ಗೆ ನೀರಸ ಪ್ರತಿಕ್ರಿಯೆ! [561,967,1313,1041]
dk-shivakumar-photo [1036,404,1457,670]
raised-fist-icon [728,64,772,119]
logo-text-janashakti: ಜನಶಕ್ತಿ [777,68,872,114]
masthead [59,63,1457,120]
social-col-2: ಸಮೀರ್‌ನನ್ನು ಉತ್ತರ ಪ್ರದೇಶದ ಎಟಿಎಸ್ ತಂಡಕ್ಕೆ ಹಸ್ತಾಂತರಿಸಲಾಗಿದೆ ಎನ್ನಲಾಗಿದೆ. ಪಾಕಿಸ್ತಾನದ ವ್ಯಕ್ತಿಗಳ ಜತೆ ಹಾಗೂ ವಿವಿಧ ಸಂಘಟನೆಗಳೊಂದಿಗೆ ಆತನಿಗೆ ಯಾವ ರೀತಿಯ ಸಂಪರ್ಕ ಇತ್ತು ಎಂಬುದರ ಬಗ್ಗೆ ಅಧಿಕಾರಿಗಳು ಮಾಹಿತಿ ಕಲೆಹಾಕುತ್ತಿದ್ದಾರೆ. ಈ ಪ್ರಕರಣಕ್ಕೆ ಸಂಬಂಧಿಸಿದಂತೆ ಕಲಬುರಗಿ ವಿಶ್ವವಿದ್ಯಾಲಯ ಪೊಲೀಸ್ ಠಾಣೆಯಲ್ಲಿ ಪ್ರಕರಣ ದಾಖಲಾಗಿದೆ ಎಂದು ತಿಳಿದುಬಂದಿದೆ. ಸದ್ಯ ತನಿಖೆ ಮುಂದುವರಿದಿದ್ದು, ಆರೋಪಿಗಳ ಸಂಪರ್ಕ ಜಾಲ ಹಾಗೂ ಸಾಮಾಜಿಕ ಜಾಲತಾಣ ಚಟುವಟಿಕೆಗಳ ಬಗ್ಗೆ ಪೊಲೀಸರು ಹೆಚ್ಚಿನ ಮಾಹಿತಿ ಕಲೆಹಾಕುತ್ತಿದ್ದಾರೆ. [824,1977,1031,2200]
akshara-headline-1: ಅಕ್ಷರ ಗ್ಲೋಬಲ್ ಶಾಲಾ-ಕಾಲೇಜಿನಲ್ಲಿ [59,141,476,183]
ad-line-1: ಅನಂತ ಜನಶಕ್ತಿ ದಿನ ಪತ್ರಿಕೆಗೆ ಸುದ್ದಿ [181,761,459,790]
lokayukta-headline-1: 13 ಖಜಾನೆ ಕಚೇರಿಗಳ ಮೇಲೆ [138,1763,511,1807]
social-col-1: ಪಾಕಿಸ್ತಾನದಿಂದ ನಿರ್ವಹಿಸಲಾಗುತ್ತಿದೆ ಎನ್ನಲಾದ ಕೆಲವು ಸೋಷಿಯಲ್ ಮೀಡಿಯಾ ಪೇಜ್‌ಗಳೊಂದಿಗೆ ಸಮೀರ್ ಸಂಪರ್ಕ ಹೊಂದಿದ್ದ ಬಗ್ಗೆ ಮಾಹಿತಿ ಸಿಕ್ಕ ಹಿನ್ನೆಲೆಯಲ್ಲಿ ಅಧಿಕಾರಿಗಳು ಆತನ ಚಲನವಲನದ ಮೇಲೆ ಕಣ್ಣಿಟ್ಟಿದ್ದರು. ದಾಳಿ ವೇಳೆ ಸಮೀರ್ ಉಳಿದುಕೊಂಡಿದ್ದ ರೂಮ್‌ನಲ್ಲಿ ಕೆಲವು ಮ್ಯಾಪ್‌ಗಳು ಪತ್ತೆಯಾಗಿವೆ. ಈ ಮ್ಯಾಪ್‌ಗಳು ಏಕೆ ಇಡಲಾಗಿತ್ತು, ಅವುಗಳ ಉದ್ದೇಶವೇನು ಎಂಬುದರ ಬಗ್ಗೆಯೂ ಅಧಿಕಾರಿಗಳು ತನಿಖೆ ನಡೆಸುತ್ತಿದ್ದಾರೆ. ಕಲಬುರಗಿಯ ಅಜ್ಞಾತ ಸ್ಥಳದಲ್ಲಿ ಇಬ್ಬರನ್ನೂ ವಿಚಾರಣೆ ನಡೆಸಲಾಗುತ್ತಿದ್ದು, ಬಳಿಕ ಮತ್ತಷ್ಟು [605,1977,810,2200]
lower-divider-1 [598,1750,599,2369]
